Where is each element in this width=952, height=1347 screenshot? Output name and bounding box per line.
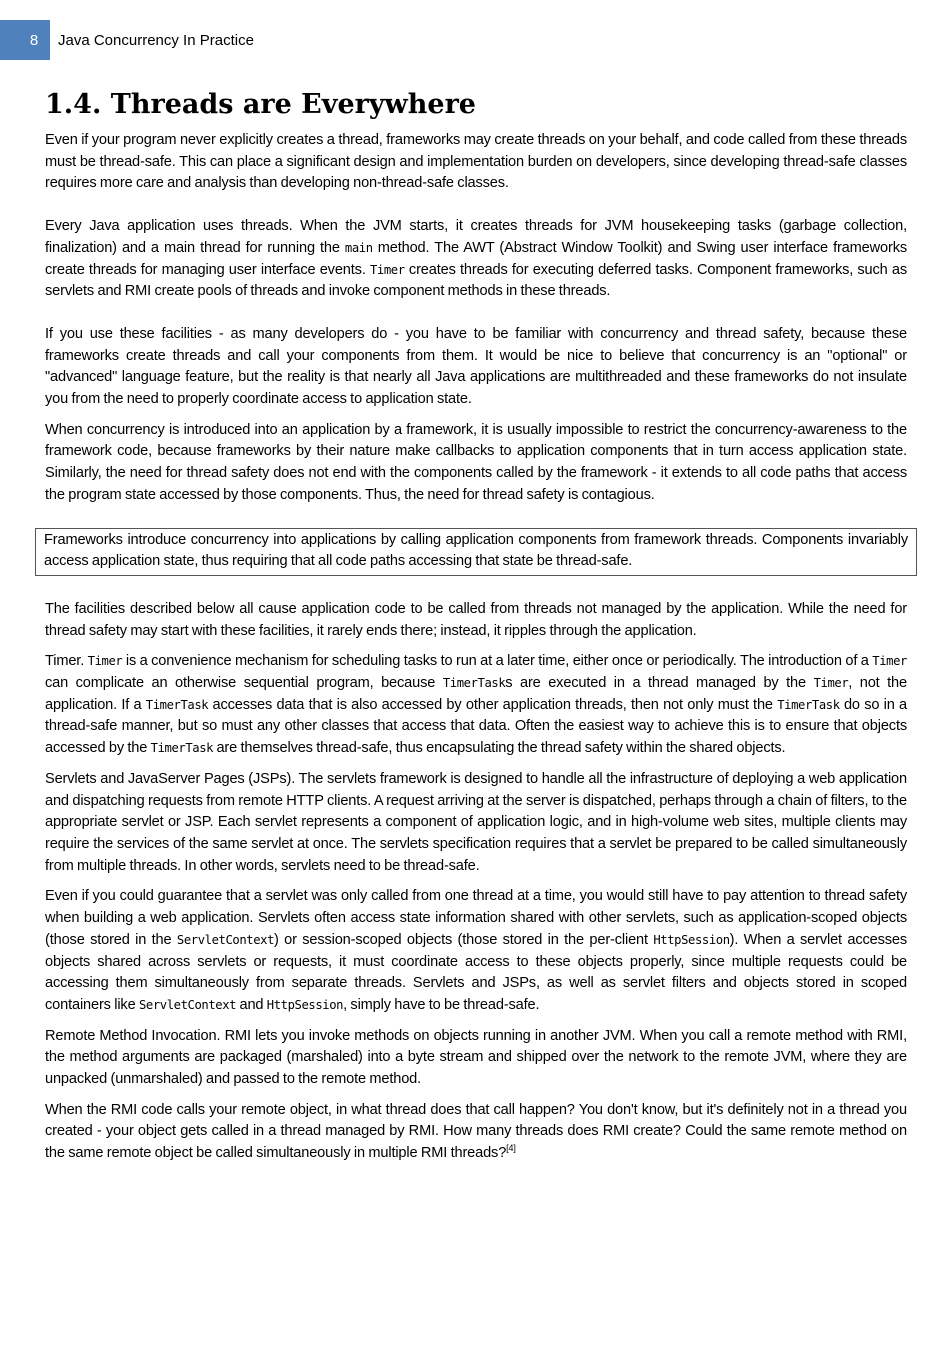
paragraph-servlets: Servlets and JavaServer Pages (JSPs). The servlets framework is designed to handle all the infrastructure of deploying a web application and dispatching requests from remote HTTP clients. A request arriving at the server is dispatched, perhaps through a chain of filters, to the appropriate servlet or JSP. Each servlet represents a component of application logic, and in high-volume web sites, multiple clients may require the services of the same servlet at once. The servlets specification requires that a servlet be prepared to be called simultaneously from multiple threads. In other words, servlets need to be thread-safe. <box>45 770 907 874</box>
paragraph-rmi: Remote Method Invocation. RMI lets you invoke methods on objects running in another JVM. When you call a remote method with RMI, the method arguments are packaged (marshaled) into a byte stream and shipped over the network to the remote JVM, where they are unpacked (unmarshaled) and passed to the remote method. <box>45 1027 907 1088</box>
footnote-ref[interactable]: [4] <box>506 1143 516 1154</box>
code-timer: Timer <box>813 676 849 691</box>
text: accesses data that is also accessed by other application threads, then not only must the <box>208 696 778 713</box>
paragraph-timer <box>45 651 907 760</box>
paragraph-facilities-described: The facilities described below all cause application code to be called from threads not managed by the application. While the need for thread safety may start with these facilities, it rarely ends there; instead, it ripples through the application. <box>45 600 907 639</box>
code-httpsession: HttpSession <box>266 997 344 1012</box>
code-servletcontext: ServletContext <box>138 997 237 1012</box>
text: s are executed in a thread managed by the <box>505 675 814 692</box>
text: When the RMI code calls your remote object, in what thread does that call happen? You don't know, but it's definitely not in a thread you created - your object gets called in a thread managed by RMI. How many threads does RMI create? Could the same remote method on the same remote object be called simultaneously in multiple RMI threads? <box>45 1101 907 1162</box>
paragraph-facilities: If you use these facilities - as many developers do - you have to be familiar with concurrency and thread safety, because these frameworks create threads and call your components from them. It would be nice to believe that concurrency is an "optional" or "advanced" language feature, but the reality is that nearly all Java applications are multithreaded and these frameworks do not insulate you from the need to properly coordinate access to application state. <box>45 325 907 408</box>
page-number-badge <box>0 20 50 60</box>
text: , simply have to be thread-safe. <box>343 996 540 1013</box>
text: can complicate an otherwise sequential program, because <box>45 675 443 692</box>
text: , not the application. If a <box>45 675 907 713</box>
page-number: 8 <box>29 31 39 49</box>
text: do so in a thread-safe manner, but so must any other classes that access that data. Often the easiest way to achieve this is to ensure that objects accessed by the <box>45 696 907 757</box>
code-timertask: TimerTask <box>777 697 840 712</box>
code-timer: Timer <box>872 654 907 669</box>
paragraph-java-threads <box>45 216 907 303</box>
text: Even if you could guarantee that a servlet was only called from one thread at a time, you would still have to pay attention to thread safety when building a web application. Servlets often access state information shared with other servlets, such as application-scoped objects (those stored in the <box>45 888 907 948</box>
code-timertask: TimerTask <box>442 676 506 691</box>
code-servletcontext: ServletContext <box>176 932 274 947</box>
paragraph-rmi-threads <box>45 1100 907 1165</box>
paragraph-contagious: When concurrency is introduced into an application by a framework, it is usually impossible to restrict the concurrency-awareness to the framework code, because frameworks by their nature make callbacks to application components that in turn access application state. Similarly, the need for thread safety does not end with the components called by the framework - it extends to all code paths that access the program state accessed by those components. Thus, the need for thread safety is contagious. <box>45 421 907 503</box>
text: ). When a servlet accesses objects shared across servlets or requests, it must coordinate access to these objects properly, since multiple requests could be accessing them simultaneously from separate threads. Servlets and JSPs, as well as servlet filters and objects stored in scoped containers like <box>45 931 907 1013</box>
page-content <box>45 88 907 1165</box>
section-title: 1.4. Threads are Everywhere <box>45 89 476 120</box>
code-timer: Timer <box>87 654 123 669</box>
text: ) or session-scoped objects (those stored in the per-client <box>274 931 654 948</box>
text: Timer. <box>45 653 88 670</box>
text: and <box>236 996 267 1013</box>
text: Every Java application uses threads. When the JVM starts, it creates threads for JVM housekeeping tasks (garbage collection, finalization) and a main thread for running the <box>45 218 907 256</box>
code-httpsession: HttpSession <box>653 932 730 947</box>
code-timertask: TimerTask <box>145 697 209 712</box>
code-main: main <box>344 240 373 255</box>
text: is a convenience mechanism for scheduling tasks to run at a later time, either once or periodically. The introduction of a <box>122 653 873 670</box>
paragraph-servlets-state <box>45 886 907 1016</box>
paragraph-intro: Even if your program never explicitly creates a thread, frameworks may create threads on your behalf, and code called from these threads must be thread-safe. This can place a significant design and implementation burden on developers, since developing thread-safe classes requires more care and analysis than developing non-thread-safe classes. <box>45 132 907 192</box>
callout-text: Frameworks introduce concurrency into applications by calling application components from framework threads. Components invariably access application state, thus requiring that all code paths accessing that state be thread-safe. <box>44 531 908 570</box>
code-timertask: TimerTask <box>150 741 214 756</box>
text: creates threads for executing deferred tasks. Component frameworks, such as servlets and RMI create pools of threads and invoke component methods in these threads. <box>45 261 908 300</box>
book-title: Java Concurrency In Practice <box>58 31 254 49</box>
page-header <box>0 20 254 60</box>
code-timer: Timer <box>369 262 405 277</box>
text: are themselves thread-safe, thus encapsulating the thread safety within the shared objects. <box>213 740 786 757</box>
callout-box <box>35 528 917 576</box>
text: method. The AWT (Abstract Window Toolkit) and Swing user interface frameworks create threads for managing user interface events. <box>45 239 907 278</box>
